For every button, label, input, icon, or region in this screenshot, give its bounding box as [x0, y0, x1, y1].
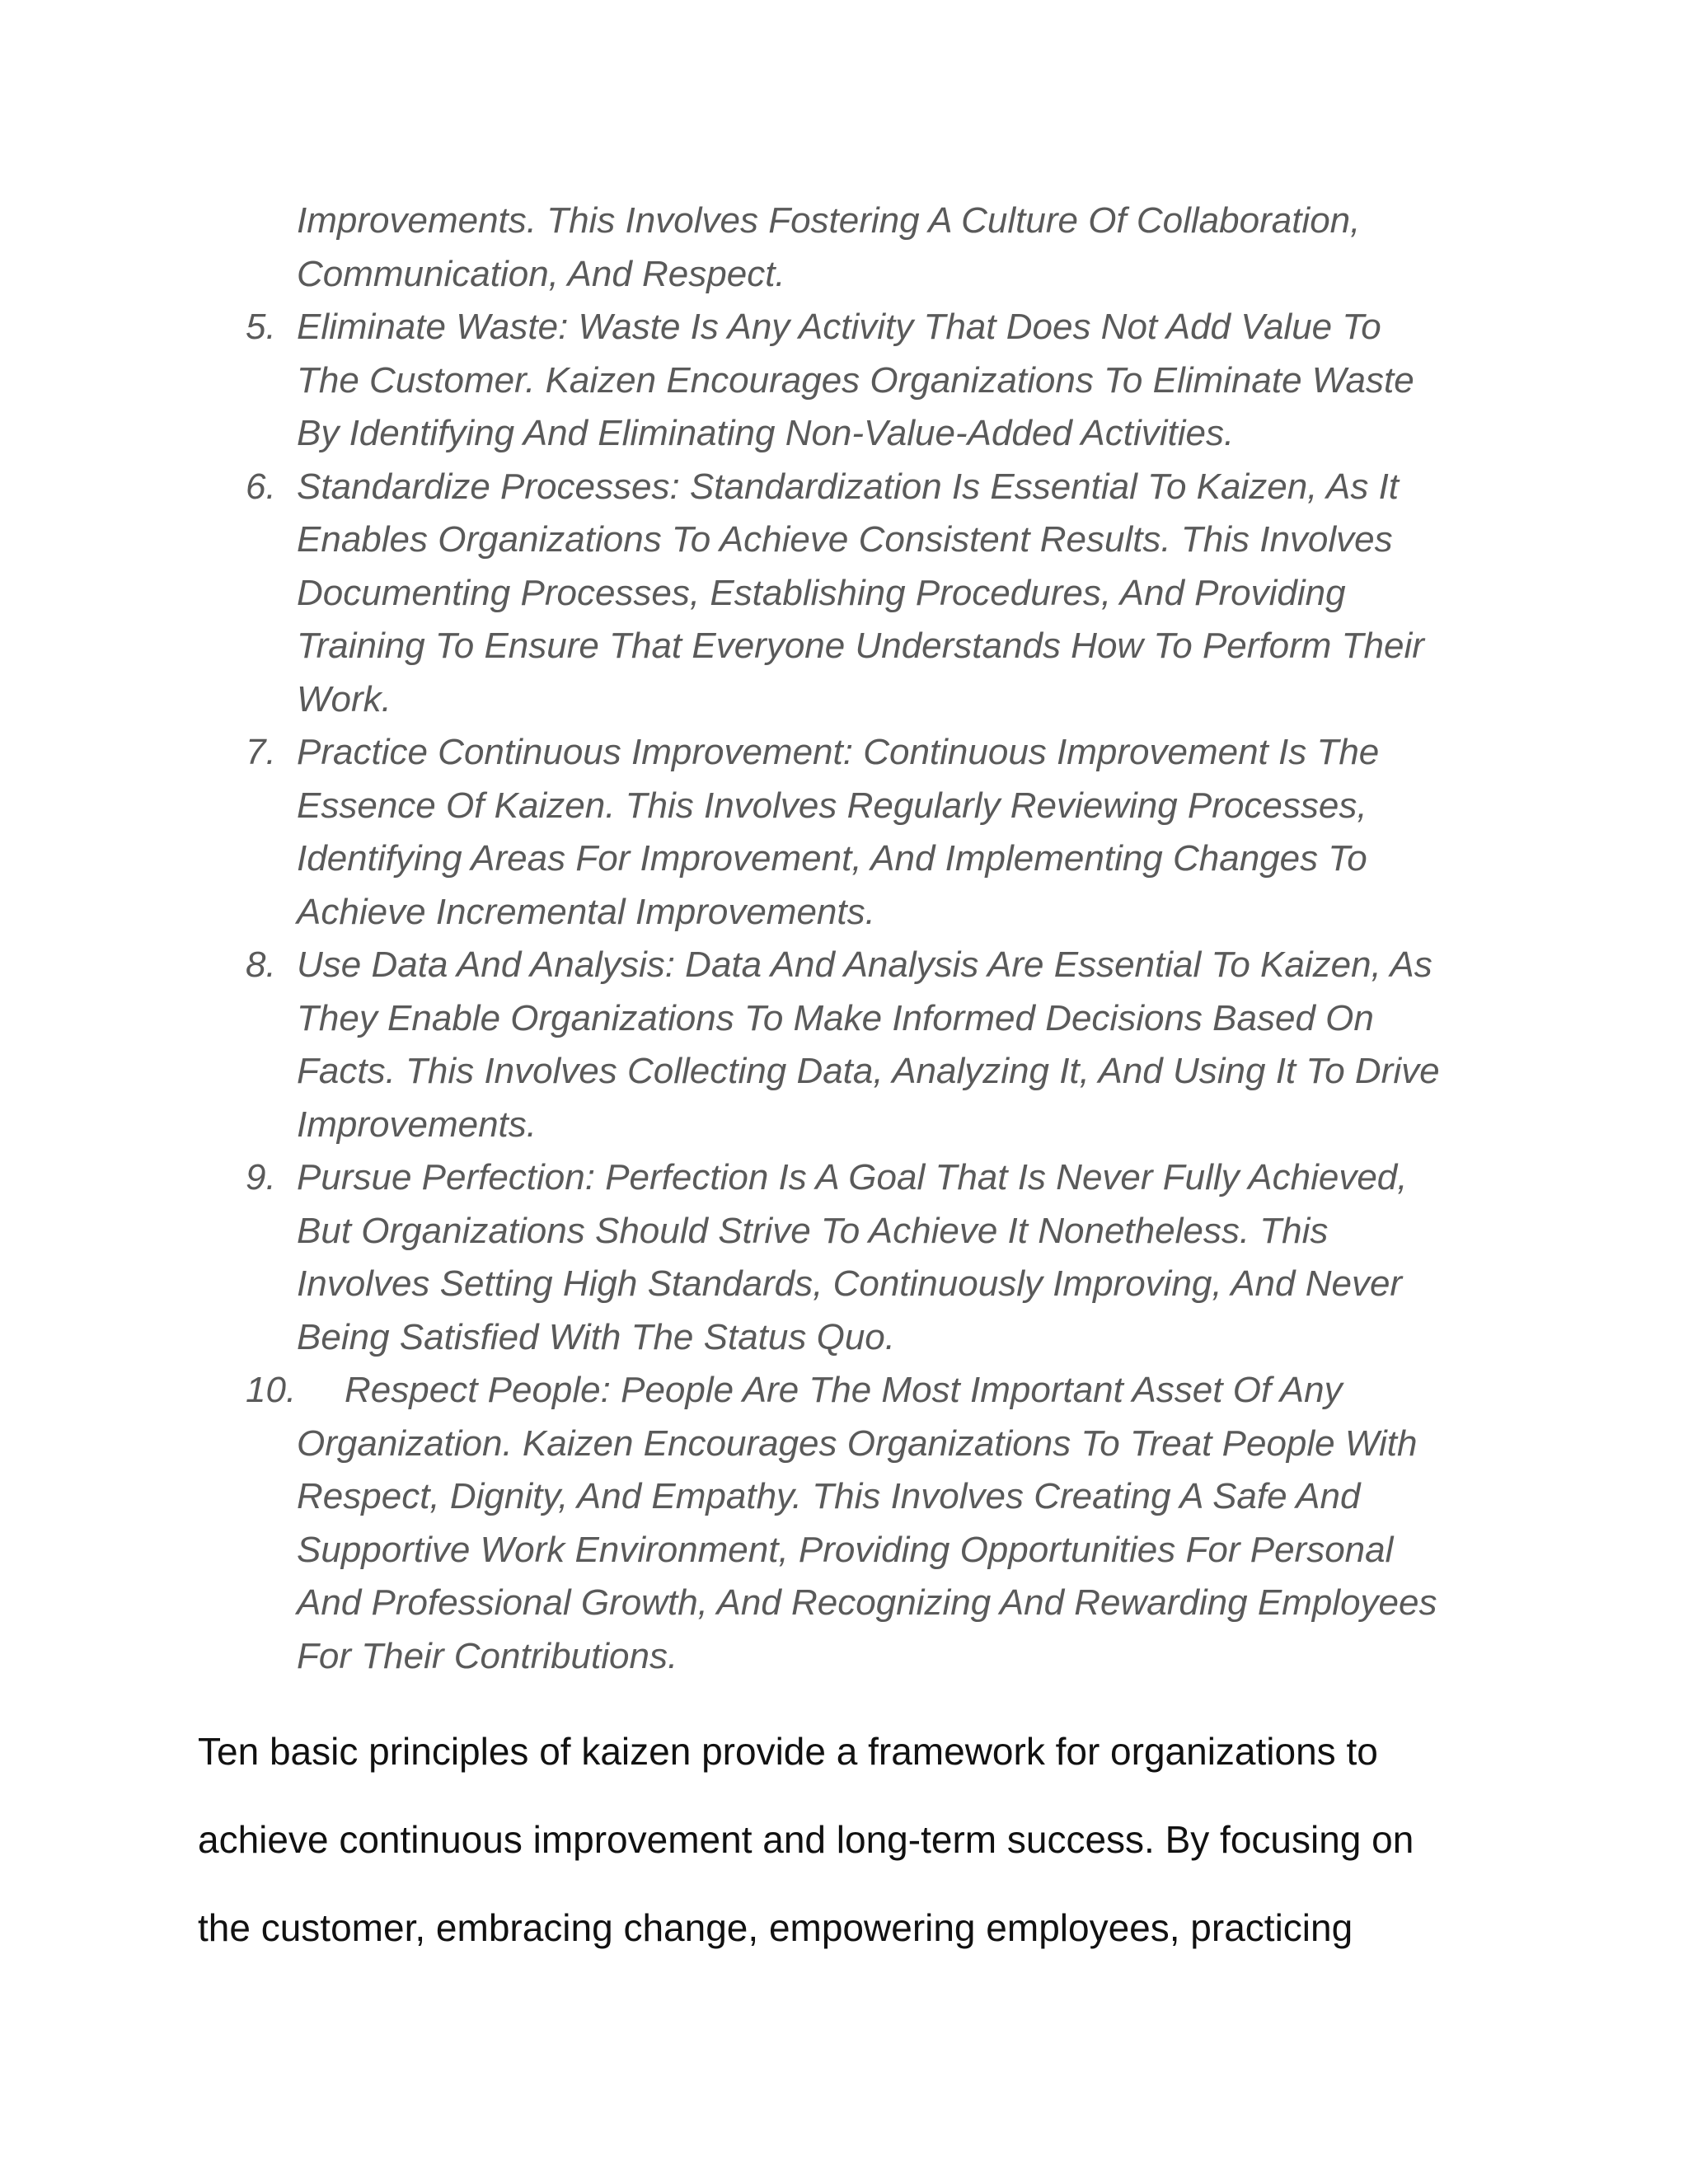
list-line: Standardize Processes: Standardization Is Essential To Kaizen, As It [297, 466, 1400, 507]
paragraph-line: achieve continuous improvement and long-term success. By focusing on [198, 1818, 1414, 1861]
list-number: 7. [246, 732, 276, 772]
list-item-8 [198, 939, 1492, 1151]
list-item-6 [198, 461, 1492, 727]
list-line: Enables Organizations To Achieve Consistent Results. This Involves [297, 519, 1393, 560]
list-line: Use Data And Analysis: Data And Analysis Are Essential To Kaizen, As [297, 944, 1432, 985]
list-number: 6. [246, 466, 276, 507]
list-item-5 [198, 301, 1492, 461]
list-line: Work. [297, 678, 392, 719]
list-line: Essence Of Kaizen. This Involves Regularly Reviewing Processes, [297, 785, 1367, 826]
list-line: Identifying Areas For Improvement, And Implementing Changes To [297, 838, 1367, 879]
list-line: Facts. This Involves Collecting Data, Analyzing It, And Using It To Drive [297, 1051, 1440, 1091]
paragraph-line: the customer, embracing change, empowering employees, practicing [198, 1906, 1353, 1949]
list-line: Eliminate Waste: Waste Is Any Activity That Does Not Add Value To [297, 307, 1381, 347]
list-line: Documenting Processes, Establishing Procedures, And Providing [297, 572, 1346, 613]
list-line: Improvements. This Involves Fostering A Culture Of Collaboration, [297, 200, 1361, 241]
list-line: Involves Setting High Standards, Continuously Improving, And Never [297, 1263, 1403, 1304]
list-number: 5. [246, 307, 276, 347]
list-line: Pursue Perfection: Perfection Is A Goal That Is Never Fully Achieved, [297, 1157, 1408, 1197]
list-line: Practice Continuous Improvement: Continuous Improvement Is The [297, 732, 1380, 772]
list-line: For Their Contributions. [297, 1635, 678, 1676]
principles-list [198, 194, 1492, 1683]
paragraph-line: Ten basic principles of kaizen provide a framework for organizations to [198, 1730, 1378, 1773]
list-item-4-continuation [198, 194, 1492, 301]
list-line [297, 1364, 1492, 1418]
list-line: Communication, And Respect. [297, 253, 785, 294]
list-item-7 [198, 726, 1492, 939]
list-line: The Customer. Kaizen Encourages Organizations To Eliminate Waste [297, 359, 1414, 401]
list-line: Achieve Incremental Improvements. [297, 891, 875, 932]
list-item-9 [198, 1151, 1492, 1364]
list-line: By Identifying And Eliminating Non-Value-Added Activities. [297, 413, 1235, 453]
list-line: Organization. Kaizen Encourages Organizations To Treat People With [297, 1422, 1418, 1464]
list-line: They Enable Organizations To Make Informed Decisions Based On [297, 997, 1374, 1038]
list-number: 9. [246, 1157, 276, 1197]
list-item-10 [198, 1364, 1492, 1683]
list-line-text: Respect People: People Are The Most Important Asset Of Any [345, 1370, 1343, 1410]
list-line: Being Satisfied With The Status Quo. [297, 1316, 895, 1357]
list-line: Improvements. [297, 1104, 537, 1145]
list-line: And Professional Growth, And Recognizing And Rewarding Employees [297, 1582, 1437, 1623]
list-line: But Organizations Should Strive To Achieve It Nonetheless. This [297, 1210, 1329, 1251]
list-line: Training To Ensure That Everyone Understands How To Perform Their [297, 626, 1424, 666]
list-number: 8. [246, 944, 276, 985]
list-line: Respect, Dignity, And Empathy. This Involves Creating A Safe And [297, 1476, 1361, 1516]
list-number: 10. [246, 1370, 297, 1410]
list-line: Supportive Work Environment, Providing Opportunities For Personal [297, 1529, 1394, 1570]
summary-paragraph [198, 1708, 1517, 1972]
